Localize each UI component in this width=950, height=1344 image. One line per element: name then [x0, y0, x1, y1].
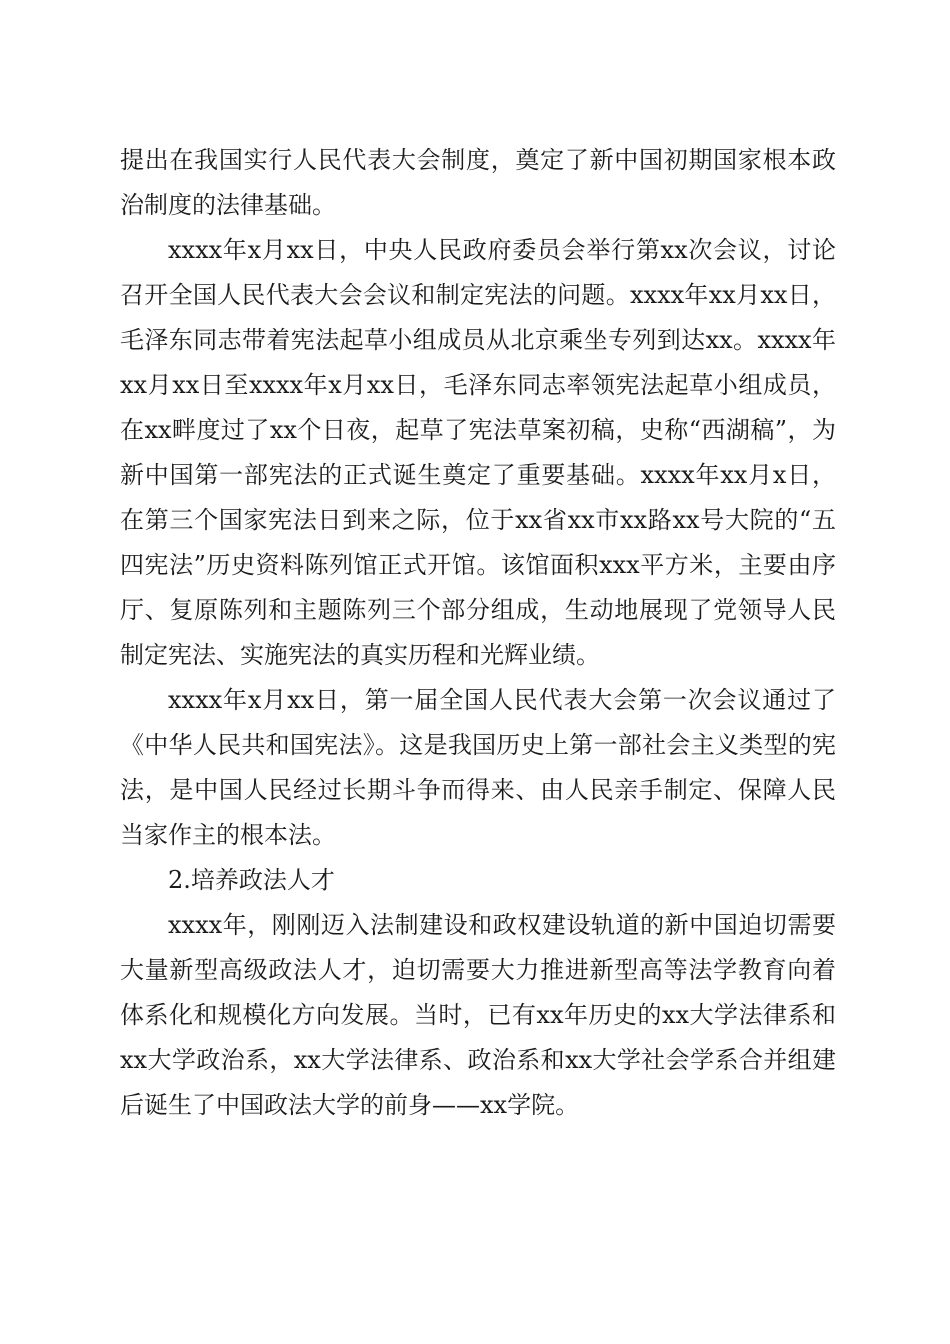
- paragraph-legal-talent: xxxx年，刚刚迈入法制建设和政权建设轨道的新中国迫切需要大量新型高级政法人才，迫切需要大力推进新型高等法学教育向着体系化和规模化方向发展。当时，已有xx年历史的xx大学法律系和xx大学政治系，xx大学法律系、政治系和xx大学社会学系合并组建后诞生了中国政法大学的前身——xx学院。: [120, 911, 836, 1119]
- paragraph-constitution-drafting: xxxx年x月xx日，中央人民政府委员会举行第xx次会议，讨论召开全国人民代表大会会议和制定宪法的问题。xxxx年xx月xx日，毛泽东同志带着宪法起草小组成员从北京乘坐专列到达xx。xxxx年xx月xx日至xxxx年x月xx日，毛泽东同志率领宪法起草小组成员，在xx畔度过了xx个日夜，起草了宪法草案初稿，史称“西湖稿”，为新中国第一部宪法的正式诞生奠定了重要基础。xxxx年xx月x日，在第三个国家宪法日到来之际，位于xx省xx市xx路xx号大院的“五四宪法”历史资料陈列馆正式开馆。该馆面积xxx平方米，主要由序厅、复原陈列和主题陈列三个部分组成，生动地展现了党领导人民制定宪法、实施宪法的真实历程和光辉业绩。: [120, 236, 836, 669]
- paragraph-constitution-adoption: xxxx年x月xx日，第一届全国人民代表大会第一次会议通过了《中华人民共和国宪法》。这是我国历史上第一部社会主义类型的宪法，是中国人民经过长期斗争而得来、由人民亲手制定、保障人民当家作主的根本法。: [120, 686, 836, 849]
- body-text: [120, 138, 836, 1128]
- paragraph-continuation: 提出在我国实行人民代表大会制度，奠定了新中国初期国家根本政治制度的法律基础。: [120, 146, 836, 219]
- section-heading: 2.培养政法人才: [168, 866, 335, 894]
